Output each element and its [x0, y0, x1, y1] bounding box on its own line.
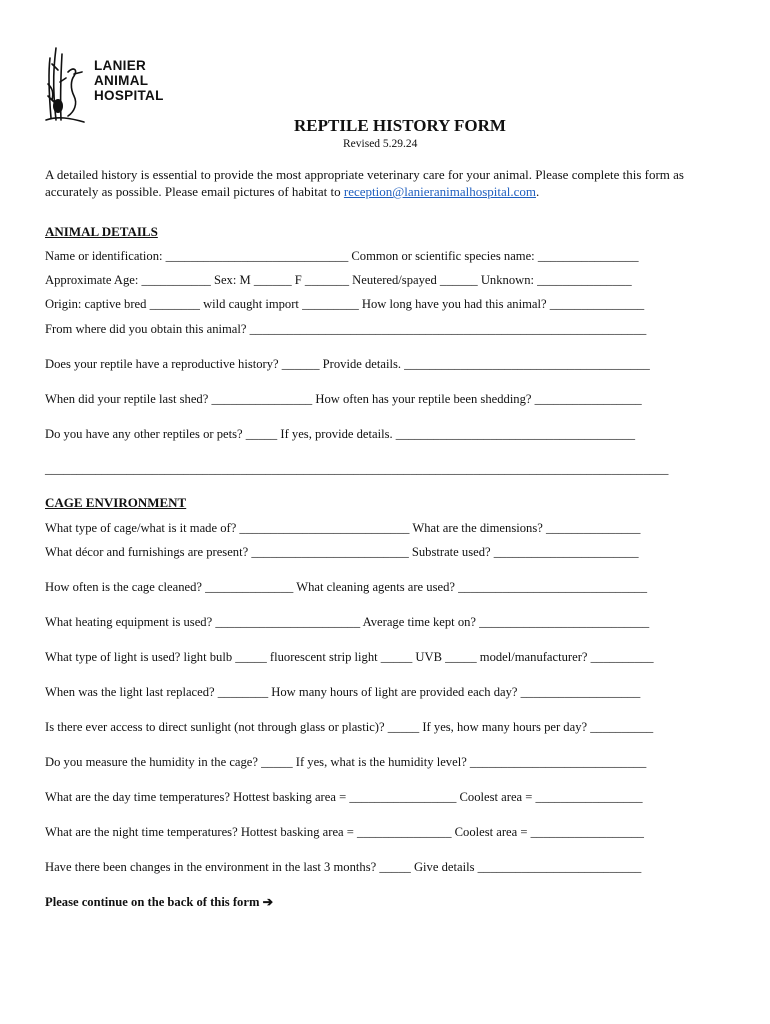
form-line[interactable]: ___________________________________________________________________________________________________	[45, 462, 669, 476]
logo-text	[94, 58, 164, 103]
form-line[interactable]: Origin: captive bred ________ wild caught import _________ How long have you had this animal? _______________	[45, 297, 645, 311]
logo-line-1: LANIER	[94, 58, 147, 73]
form-line[interactable]: What are the day time temperatures? Hottest basking area = _________________ Coolest area = _________________	[45, 790, 643, 804]
form-line[interactable]: Is there ever access to direct sunlight (not through glass or plastic)? _____ If yes, how many hours per day? __________	[45, 720, 654, 734]
reed-heron-icon	[44, 44, 96, 124]
logo	[44, 44, 174, 124]
intro-text: A detailed history is essential to provide the most appropriate veterinary care for your animal. Please complete this form as accurately as possible. Please email pictures of habitat to	[45, 167, 684, 199]
form-line[interactable]: What are the night time temperatures? Hottest basking area = _______________ Coolest area = __________________	[45, 825, 644, 839]
revised-date: Revised 5.29.24	[343, 138, 418, 150]
form-line[interactable]: When did your reptile last shed? ________________ How often has your reptile been shedding? _________________	[45, 392, 642, 406]
page-title: REPTILE HISTORY FORM	[294, 116, 506, 135]
logo-line-3: HOSPITAL	[94, 88, 164, 103]
form-line[interactable]: What type of cage/what is it made of? ___________________________ What are the dimensions? _______________	[45, 521, 641, 535]
section-heading-cage-environment: CAGE ENVIRONMENT	[45, 495, 187, 510]
intro-paragraph	[45, 166, 735, 200]
form-line[interactable]: When was the light last replaced? ________ How many hours of light are provided each day? ___________________	[45, 685, 641, 699]
continue-note: Please continue on the back of this form ➔	[45, 895, 274, 909]
form-line[interactable]: From where did you obtain this animal? _______________________________________________________________	[45, 322, 647, 336]
intro-end: .	[536, 184, 540, 199]
form-line[interactable]: Does your reptile have a reproductive history? ______ Provide details. _______________________________________	[45, 357, 650, 371]
section-heading-animal-details: ANIMAL DETAILS	[45, 224, 158, 239]
form-line[interactable]: Approximate Age: ___________ Sex: M ______ F _______ Neutered/spayed ______ Unknown: _______________	[45, 273, 632, 287]
form-line[interactable]: Have there been changes in the environment in the last 3 months? _____ Give details __________________________	[45, 860, 642, 874]
logo-line-2: ANIMAL	[94, 73, 149, 88]
email-link[interactable]: reception@lanieranimalhospital.com	[343, 184, 537, 199]
form-line[interactable]: How often is the cage cleaned? ______________ What cleaning agents are used? ______________________________	[45, 580, 648, 594]
form-line[interactable]: Name or identification: _____________________________ Common or scientific species name: ________________	[45, 249, 639, 263]
form-line[interactable]: What décor and furnishings are present? _________________________ Substrate used? _______________________	[45, 545, 639, 559]
form-line[interactable]: What type of light is used? light bulb _____ fluorescent strip light _____ UVB _____ model/manufacturer? __________	[45, 650, 654, 664]
form-line[interactable]: Do you measure the humidity in the cage? _____ If yes, what is the humidity level? ____________________________	[45, 755, 647, 769]
form-line[interactable]: What heating equipment is used? _______________________ Average time kept on? ___________________________	[45, 615, 650, 629]
form-line[interactable]: Do you have any other reptiles or pets? _____ If yes, provide details. ______________________________________	[45, 427, 636, 441]
